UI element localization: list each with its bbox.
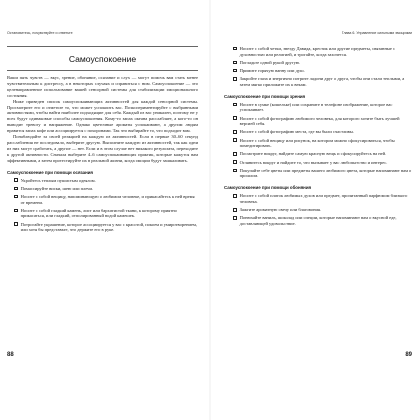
checklist-item (221, 168, 412, 180)
checkbox-icon[interactable] (233, 216, 237, 220)
checklist-item (7, 194, 198, 206)
checkbox-icon[interactable] (233, 194, 237, 198)
checklist-item-text: Помассируйте виски, шею или плечи. (20, 185, 94, 191)
checkbox-icon[interactable] (14, 187, 18, 191)
checklist-item-text: Носите с собой вещицу или рисунок, на котором можно сфокусироваться, чтобы помедитировать. (239, 137, 395, 149)
checklist-item (221, 102, 412, 114)
checklist-item-text: Посмотрите вокруг, найдите самую красную вещь и сфокусируйтесь на ней. (239, 151, 387, 157)
checkbox-icon[interactable] (233, 208, 237, 212)
checklist-item-text: Погладьте одной рукой другую. (239, 59, 301, 65)
section-title: Самоуспокоение (68, 54, 137, 64)
checklist-item-text: Укройтесь теплым пушистым одеялом. (20, 177, 96, 183)
checklist-item-text: Носите с собой гладкий камень, лист или бархатистой ткани, к которому приятно прикасаться, или гладкий, отполированный водой камешек. (20, 207, 177, 219)
section-title-box (7, 46, 198, 71)
checklist-item (221, 215, 412, 227)
checklist-item (7, 208, 198, 220)
checkbox-icon[interactable] (233, 47, 237, 51)
checklist-item-text: Понюхайте ваниль, шоколад или специи, которые напоминают вам о вкусной еде, доставляющей удовольствие. (239, 215, 397, 226)
checklist-item-text: Потрогайте украшение, которое ассоциируется у вас с красотой, покоем и умиротворением, или хотя бы представьте, что держите его в руке. (20, 221, 197, 233)
checklist-item-text: Носите с собой платок любимых духов или предмет, пропитанный парфюмом близкого человека. (239, 193, 408, 205)
checkbox-icon[interactable] (233, 138, 237, 142)
body-paragraph: Ваши пять чувств — вкус, зрение, обоняние, осязание и слух — могут помочь вам стать менее чувствительным к дистрессу, а в некоторых случаях и справиться с ним. Самоуспокоение — это целенаправленное использование вашей сенсорной системы для стабилизации эмоционального состояния. (7, 75, 198, 98)
running-head-left: Остановитесь, почувствуйте и ответьте (7, 31, 73, 35)
subheading-touch: Самоуспокоение при помощи осязания (7, 169, 93, 175)
subheading-vision: Самоуспокоение при помощи зрения (224, 93, 306, 99)
checkbox-icon[interactable] (233, 130, 237, 134)
checklist-item-text: Носите с собой четки, звезду Давида, крестик или другие предметы, связанные с духовностью или религией, и трогайте, когда захочется. (239, 46, 395, 57)
checklist-vision (221, 102, 412, 180)
page-number-left: 88 (7, 352, 14, 358)
checklist-item-text: Примите горячую ванну или душ. (239, 67, 305, 73)
checklist-item (221, 160, 412, 166)
checkbox-icon[interactable] (14, 222, 18, 226)
checklist-item-text: Носите с собой фотографию любимого человека, для которого хотите быть лучшей версией себя. (239, 115, 400, 127)
checklist-item (221, 68, 412, 74)
checklist-item-text: Носите с собой фотографию места, где вы были счастливы. (239, 129, 354, 135)
subheading-smell: Самоуспокоение при помощи обоняния (224, 185, 312, 191)
page-number-right: 89 (405, 352, 412, 358)
checklist-item (221, 46, 412, 58)
checklist-touch (7, 178, 198, 234)
body-paragraph: Ниже приведен список самоуспокаивающих активностей для каждой сенсорной системы. Просмотрите его и отметьте то, что может успокоить вас. Поэкспериментируйте с выбранными активностями, чтобы найти наиболее подходящие для себя. Каждый из вас уникален, поэтому не у всех будут одинаковые способы самоуспокоения. Кому-то запах океана расслабляет, а кого-то он выводит тревогу и напряжение. Однако цветочные ароматы успокаивают, а другим людям нравится запах кофе или ассоциируется с похоронами. Так что выбирайте то, что подходит вам. (7, 98, 198, 134)
checklist-item (221, 129, 412, 135)
body-paragraph: Понаблюдайте за своей реакцией на каждую из активностей. Если в первые 30–60 секунд расслабления не последовало, выберите другую. Выполните каждую из активностей, так как одни из них могут сработать, а другие — нет. Если и в этом случае нет никакого результата, переходите к другой активности. Сначала выберите 4–6 самоуспокаивающих практик, которые кажутся вам эффективными, а затем протестируйте их в реальной жизни, когда эмоции будут зашкаливать. (7, 134, 198, 163)
checklist-item-text: Закройте глаза и энергично потрите ладони друг о друга, чтобы они стали теплыми, а затем мягко приложите их к векам. (239, 76, 405, 87)
checkbox-icon[interactable] (233, 160, 237, 164)
checkbox-icon[interactable] (14, 178, 18, 182)
checklist-item (221, 207, 412, 213)
checklist-item (221, 76, 412, 88)
checklist-item-text: Носите с собой вещицу, напоминающую о любимом человеке, и прикасайтесь к ней время от времени. (20, 193, 195, 205)
checklist-item-text: Носите в сумке (кошельке) или сохраните в телефоне изображение, которое вас успокаивает. (239, 101, 393, 113)
checkbox-icon[interactable] (233, 61, 237, 65)
checkbox-icon[interactable] (14, 209, 18, 213)
checklist-item (221, 116, 412, 128)
checkbox-icon[interactable] (233, 69, 237, 73)
checklist-item (221, 138, 412, 150)
running-head-right: Глава 6. Управление сильными эмоциями (341, 31, 412, 35)
checkbox-icon[interactable] (233, 152, 237, 156)
checkbox-icon[interactable] (233, 169, 237, 173)
checkbox-icon[interactable] (233, 116, 237, 120)
right-page (210, 0, 420, 420)
checklist-item (221, 151, 412, 157)
checklist-smell (221, 193, 412, 227)
checklist-touch-continued (221, 46, 412, 88)
checkbox-icon[interactable] (14, 195, 18, 199)
checklist-item (7, 222, 198, 234)
checklist-item (7, 186, 198, 192)
checklist-item-text: Оглянитесь вокруг и найдите то, что вызывает у вас любопытство и интерес. (239, 159, 388, 165)
checklist-item-text: Зажгите ароматную свечу или благовония. (239, 207, 322, 213)
checklist-item (221, 193, 412, 205)
checklist-item (7, 178, 198, 184)
checkbox-icon[interactable] (233, 103, 237, 107)
checklist-item (221, 60, 412, 66)
checkbox-icon[interactable] (233, 77, 237, 81)
checklist-item-text: Покупайте себе цветы или предметы вашего любимого цвета, которые напоминают вам о прошлом. (239, 167, 412, 179)
